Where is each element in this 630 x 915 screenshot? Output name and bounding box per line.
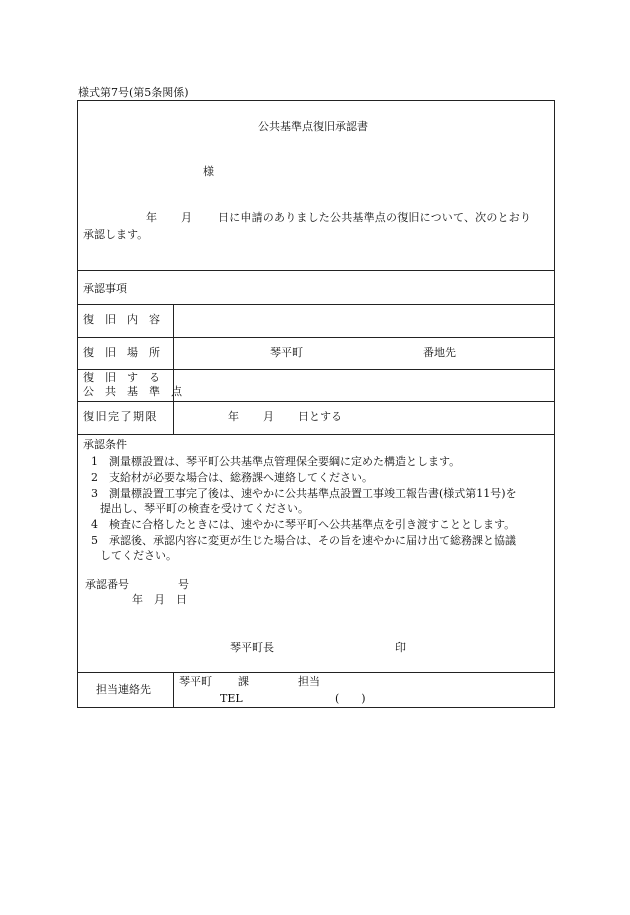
restore-location-suffix: 番地先 [423, 346, 456, 359]
intro-month: 月 [181, 211, 192, 224]
approval-number-suffix: 号 [178, 578, 189, 591]
condition-item-1: 1 測量標設置は、琴平町公共基準点管理保全要綱に定めた構造とします。 [91, 455, 461, 468]
form-number-label: 様式第7号(第5条関係) [78, 86, 189, 99]
intro-year: 年 [146, 211, 157, 224]
approval-number-label: 承認番号 [85, 578, 129, 591]
restore-location-label: 復 旧 場 所 [83, 346, 160, 359]
contact-section: 課 [238, 675, 249, 688]
deadline-day: 日とする [298, 410, 342, 423]
deadline-year: 年 [228, 410, 239, 423]
restore-content-label: 復 旧 内 容 [83, 313, 160, 326]
deadline-month: 月 [263, 410, 274, 423]
conditions-heading: 承認条件 [83, 438, 127, 451]
divider [78, 337, 554, 338]
seal-mark: 印 [395, 641, 406, 654]
mayor-title: 琴平町長 [230, 641, 274, 654]
condition-item-5: 5 承認後、承認内容に変更が生じた場合は、その旨を速やかに届け出て総務課と協議 [91, 534, 516, 547]
condition-item-4: 4 検査に合格したときには、速やかに琴平町へ公共基準点を引き渡すこととします。 [91, 518, 516, 531]
approval-date: 年 月 日 [132, 593, 187, 606]
contact-town: 琴平町 [179, 675, 212, 688]
restore-point-label-1: 復 旧 す る [83, 371, 160, 384]
restore-location-town: 琴平町 [270, 346, 303, 359]
divider [78, 401, 554, 402]
intro-text-line1: 日に申請のありました公共基準点の復旧について、次のとおり [218, 211, 532, 224]
condition-item-5-cont: してください。 [100, 549, 177, 562]
divider [78, 304, 554, 305]
intro-text-line2: 承認します。 [83, 228, 149, 241]
restore-point-label-2: 公 共 基 準 点 [83, 385, 182, 398]
condition-item-2: 2 支給材が必要な場合は、総務課へ連絡してください。 [91, 471, 373, 484]
divider [78, 270, 554, 271]
divider [78, 434, 554, 435]
column-divider [173, 672, 174, 707]
contact-label: 担当連絡先 [96, 683, 151, 696]
approval-form [77, 100, 555, 708]
deadline-label: 復旧完了期限 [83, 410, 158, 423]
document-title: 公共基準点復旧承認書 [258, 120, 368, 133]
contact-tel: TEL [220, 692, 243, 705]
contact-person: 担当 [298, 675, 320, 688]
addressee-suffix: 様 [203, 165, 214, 178]
condition-item-3-cont: 提出し、琴平町の検査を受けてください。 [100, 502, 309, 515]
divider [78, 369, 554, 370]
approval-items-heading: 承認事項 [83, 282, 127, 295]
divider [78, 672, 554, 673]
contact-tel-paren: ( ) [335, 692, 366, 705]
condition-item-3: 3 測量標設置工事完了後は、速やかに公共基準点設置工事竣工報告書(様式第11号)を [91, 487, 517, 500]
